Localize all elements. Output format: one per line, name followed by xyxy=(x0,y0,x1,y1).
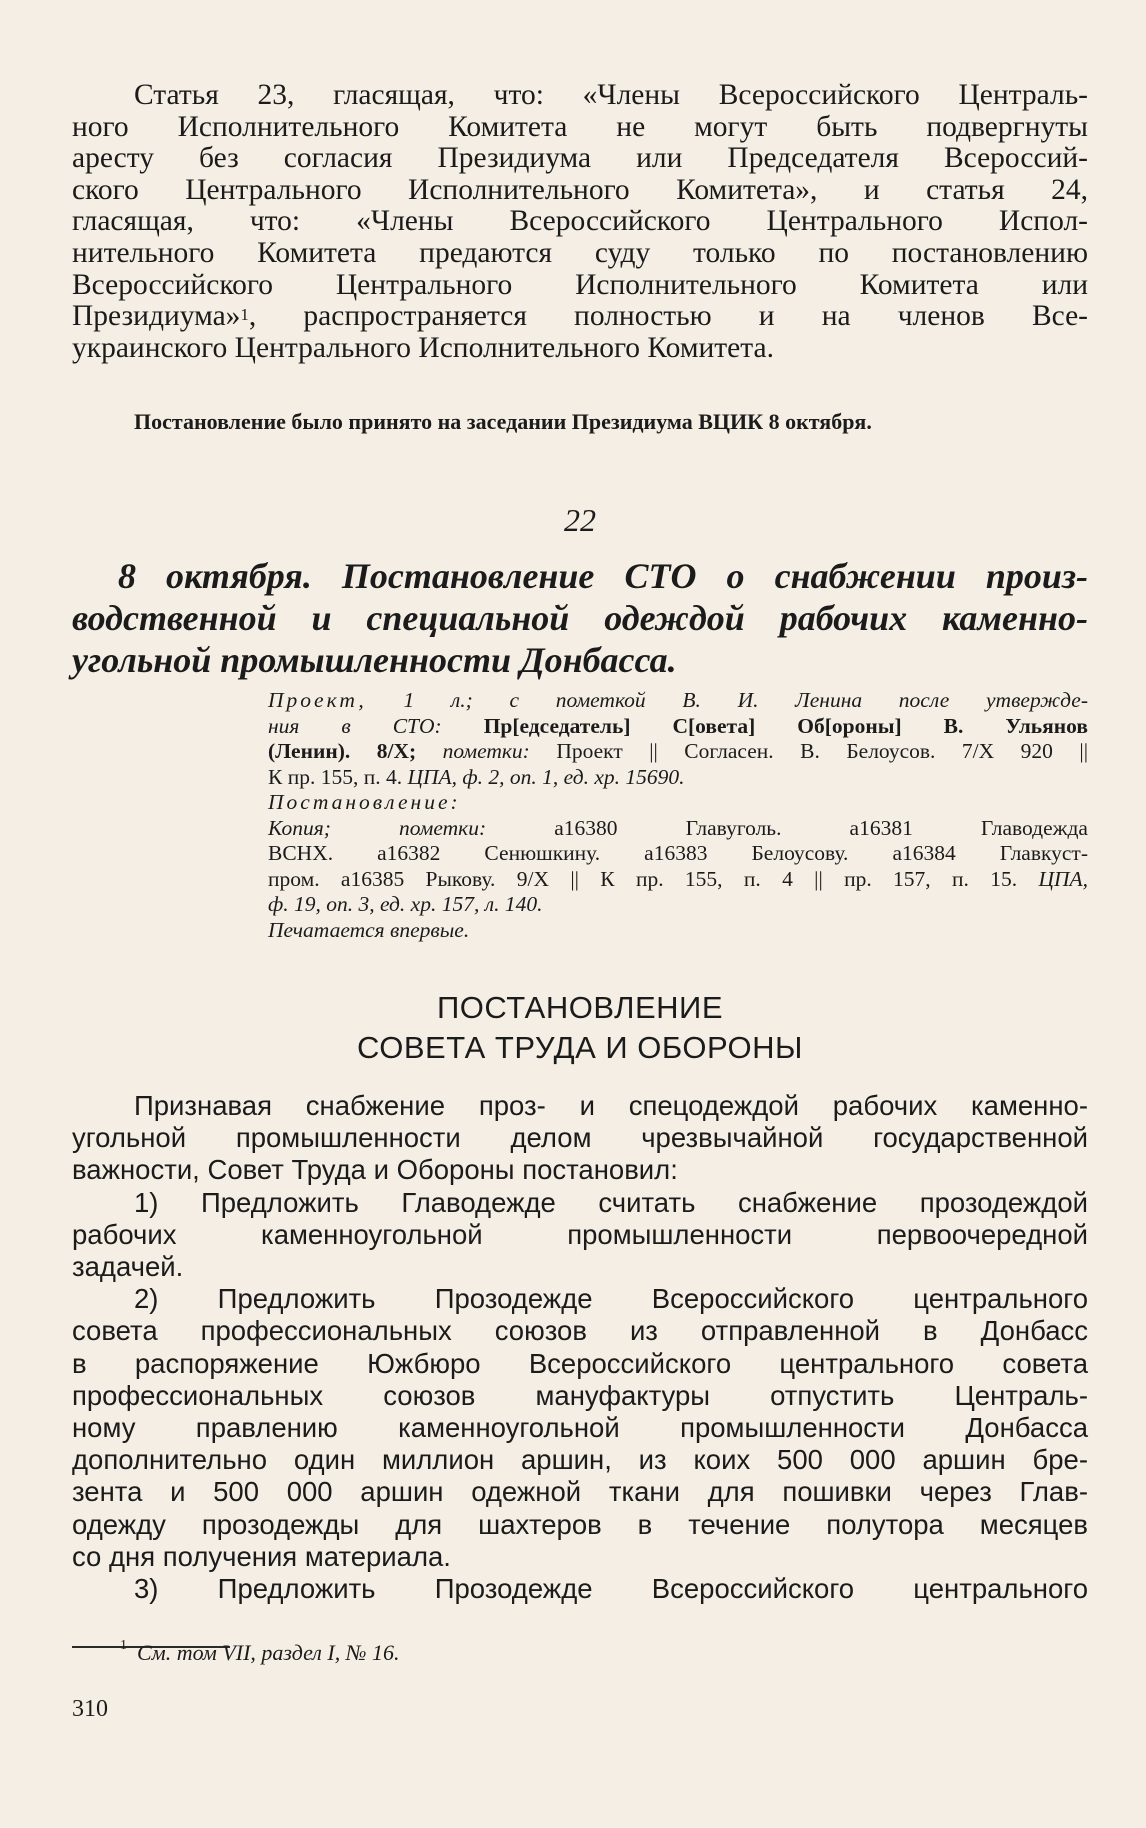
text-line xyxy=(72,301,1088,333)
archive-text: Печатается впервые. xyxy=(268,917,470,942)
text-line: угольной промышленности делом чрезвычайной государственной xyxy=(72,1122,1088,1154)
archive-term: Проект, xyxy=(268,688,367,712)
archive-reference xyxy=(268,688,1088,943)
text-line: гласящая, что: «Члены Всероссийского Центрального Испол- xyxy=(72,205,1088,238)
text-line: зента и 500 000 аршин одежной ткани для пошивки через Глав- xyxy=(72,1476,1088,1508)
lenin-note: (Ленин). 8/Х; xyxy=(268,739,443,763)
footnote-reference: 1 xyxy=(240,305,249,325)
page-number: 310 xyxy=(72,1696,108,1722)
footnote-text: См. том VII, раздел I, № 16. xyxy=(137,1640,400,1665)
text-line: совета профессиональных союзов из отправленной в Донбасс xyxy=(72,1315,1088,1347)
text-line: 2) Предложить Прозодежде Всероссийского центрального xyxy=(134,1283,1088,1315)
resolution-body xyxy=(72,1090,1088,1605)
text-line: 1) Предложить Главодежде считать снабжение прозодеждой xyxy=(134,1186,1088,1218)
archive-text: ЦПА, ф. 2, оп. 1, ед. хр. 15690. xyxy=(407,764,685,789)
archive-text: 1 л.; с пометкой В. И. Ленина после утвержде- xyxy=(366,688,1088,712)
text-line: аресту без согласия Президиума или Председателя Всероссий- xyxy=(72,142,1088,175)
text-fragment: Президиума» xyxy=(72,300,241,333)
document-number: 22 xyxy=(564,502,596,538)
document-heading xyxy=(72,555,1088,681)
text-line: Признавая снабжение проз- и спецодеждой рабочих каменно- xyxy=(134,1090,1088,1121)
archive-line xyxy=(268,892,1088,918)
text-line: ского Центрального Исполнительного Комитета», и статья 24, xyxy=(72,173,1088,206)
text-line: Статья 23, гласящая, что: «Члены Всероссийского Централь- xyxy=(134,79,1088,111)
archive-text: Проект || Согласен. В. Белоусов. 7/Х 920 || xyxy=(556,739,1089,763)
footnote-mark: 1 xyxy=(120,1638,127,1653)
text-fragment: , распространяется полностью и на членов Все- xyxy=(248,300,1088,333)
archive-line xyxy=(268,688,1088,714)
archive-line: ВСНХ. а16382 Сенюшкину. а16383 Белоусову. а16384 Главкуст- xyxy=(268,841,1088,865)
text-line: ного Исполнительного Комитета не могут быть подвергнуты xyxy=(72,110,1088,143)
archive-text: ЦПА, xyxy=(1038,866,1088,891)
heading-line: водственной и специальной одеждой рабочих каменно- xyxy=(72,598,1088,638)
archive-text: К пр. 155, п. 4. xyxy=(268,764,408,789)
text-line: рабочих каменноугольной промышленности первоочередной xyxy=(72,1218,1088,1250)
text-line: профессиональных союзов мануфактуры отпустить Централь- xyxy=(72,1379,1088,1411)
archive-text: а16380 Главуголь. а16381 Главодежда xyxy=(554,815,1088,840)
archive-line xyxy=(268,816,1088,842)
archive-line xyxy=(268,790,1088,816)
archive-text: ф. 19, оп. 3, ед. хр. 157, л. 140. xyxy=(268,892,543,916)
text-line: важности, Совет Труда и Обороны постановил: xyxy=(72,1154,678,1186)
archive-line xyxy=(268,867,1088,893)
text-line: 3) Предложить Прозодежде Всероссийского центрального xyxy=(134,1573,1088,1605)
heading-line: 8 октября. Постановление СТО о снабжении произ- xyxy=(118,556,1088,596)
archive-text: пометки: xyxy=(442,739,557,763)
text-line: со дня получения материала. xyxy=(72,1540,451,1572)
resolution-title xyxy=(72,988,1088,1068)
archive-text: Копия; пометки: xyxy=(268,815,555,840)
text-line: украинского Центрального Исполнительного Комитета. xyxy=(72,331,774,364)
archive-line xyxy=(268,765,1088,791)
text-line: задачей. xyxy=(72,1251,184,1283)
archive-line xyxy=(268,714,1088,740)
archive-line xyxy=(268,918,1088,944)
adoption-note: Постановление было принято на заседании Президиума ВЦИК 8 октября. xyxy=(134,409,872,434)
text-line: одежду прозодежды для шахтеров в течение полутора месяцев xyxy=(72,1508,1088,1540)
text-line: дополнительно один миллион аршин, из коих 500 000 аршин бре- xyxy=(72,1444,1088,1476)
text-line: Всероссийского Центрального Исполнительного Комитета или xyxy=(72,268,1088,301)
lead-paragraph xyxy=(72,80,1088,364)
text-line: нительного Комитета предаются суду только по постановлению xyxy=(72,236,1088,269)
lenin-note: Пр[едседатель] С[овета] Об[ороны] В. Ульянов xyxy=(483,713,1088,738)
archive-text: пром. а16385 Рыкову. 9/Х || К пр. 155, п. 4 || пр. 157, п. 15. xyxy=(268,866,1039,891)
title-line: СОВЕТА ТРУДА И ОБОРОНЫ xyxy=(357,1030,803,1065)
text-line: ному правлению каменноугольной промышленности Донбасса xyxy=(72,1412,1088,1444)
archive-text: ния в СТО: xyxy=(268,713,484,738)
text-line: в распоряжение Южбюро Всероссийского центрального совета xyxy=(72,1347,1088,1379)
heading-line: угольной промышленности Донбасса. xyxy=(72,640,677,680)
footnote xyxy=(120,1640,920,1666)
archive-term: Постановление: xyxy=(268,790,461,814)
archive-line xyxy=(268,739,1088,765)
title-line: ПОСТАНОВЛЕНИЕ xyxy=(436,990,724,1025)
